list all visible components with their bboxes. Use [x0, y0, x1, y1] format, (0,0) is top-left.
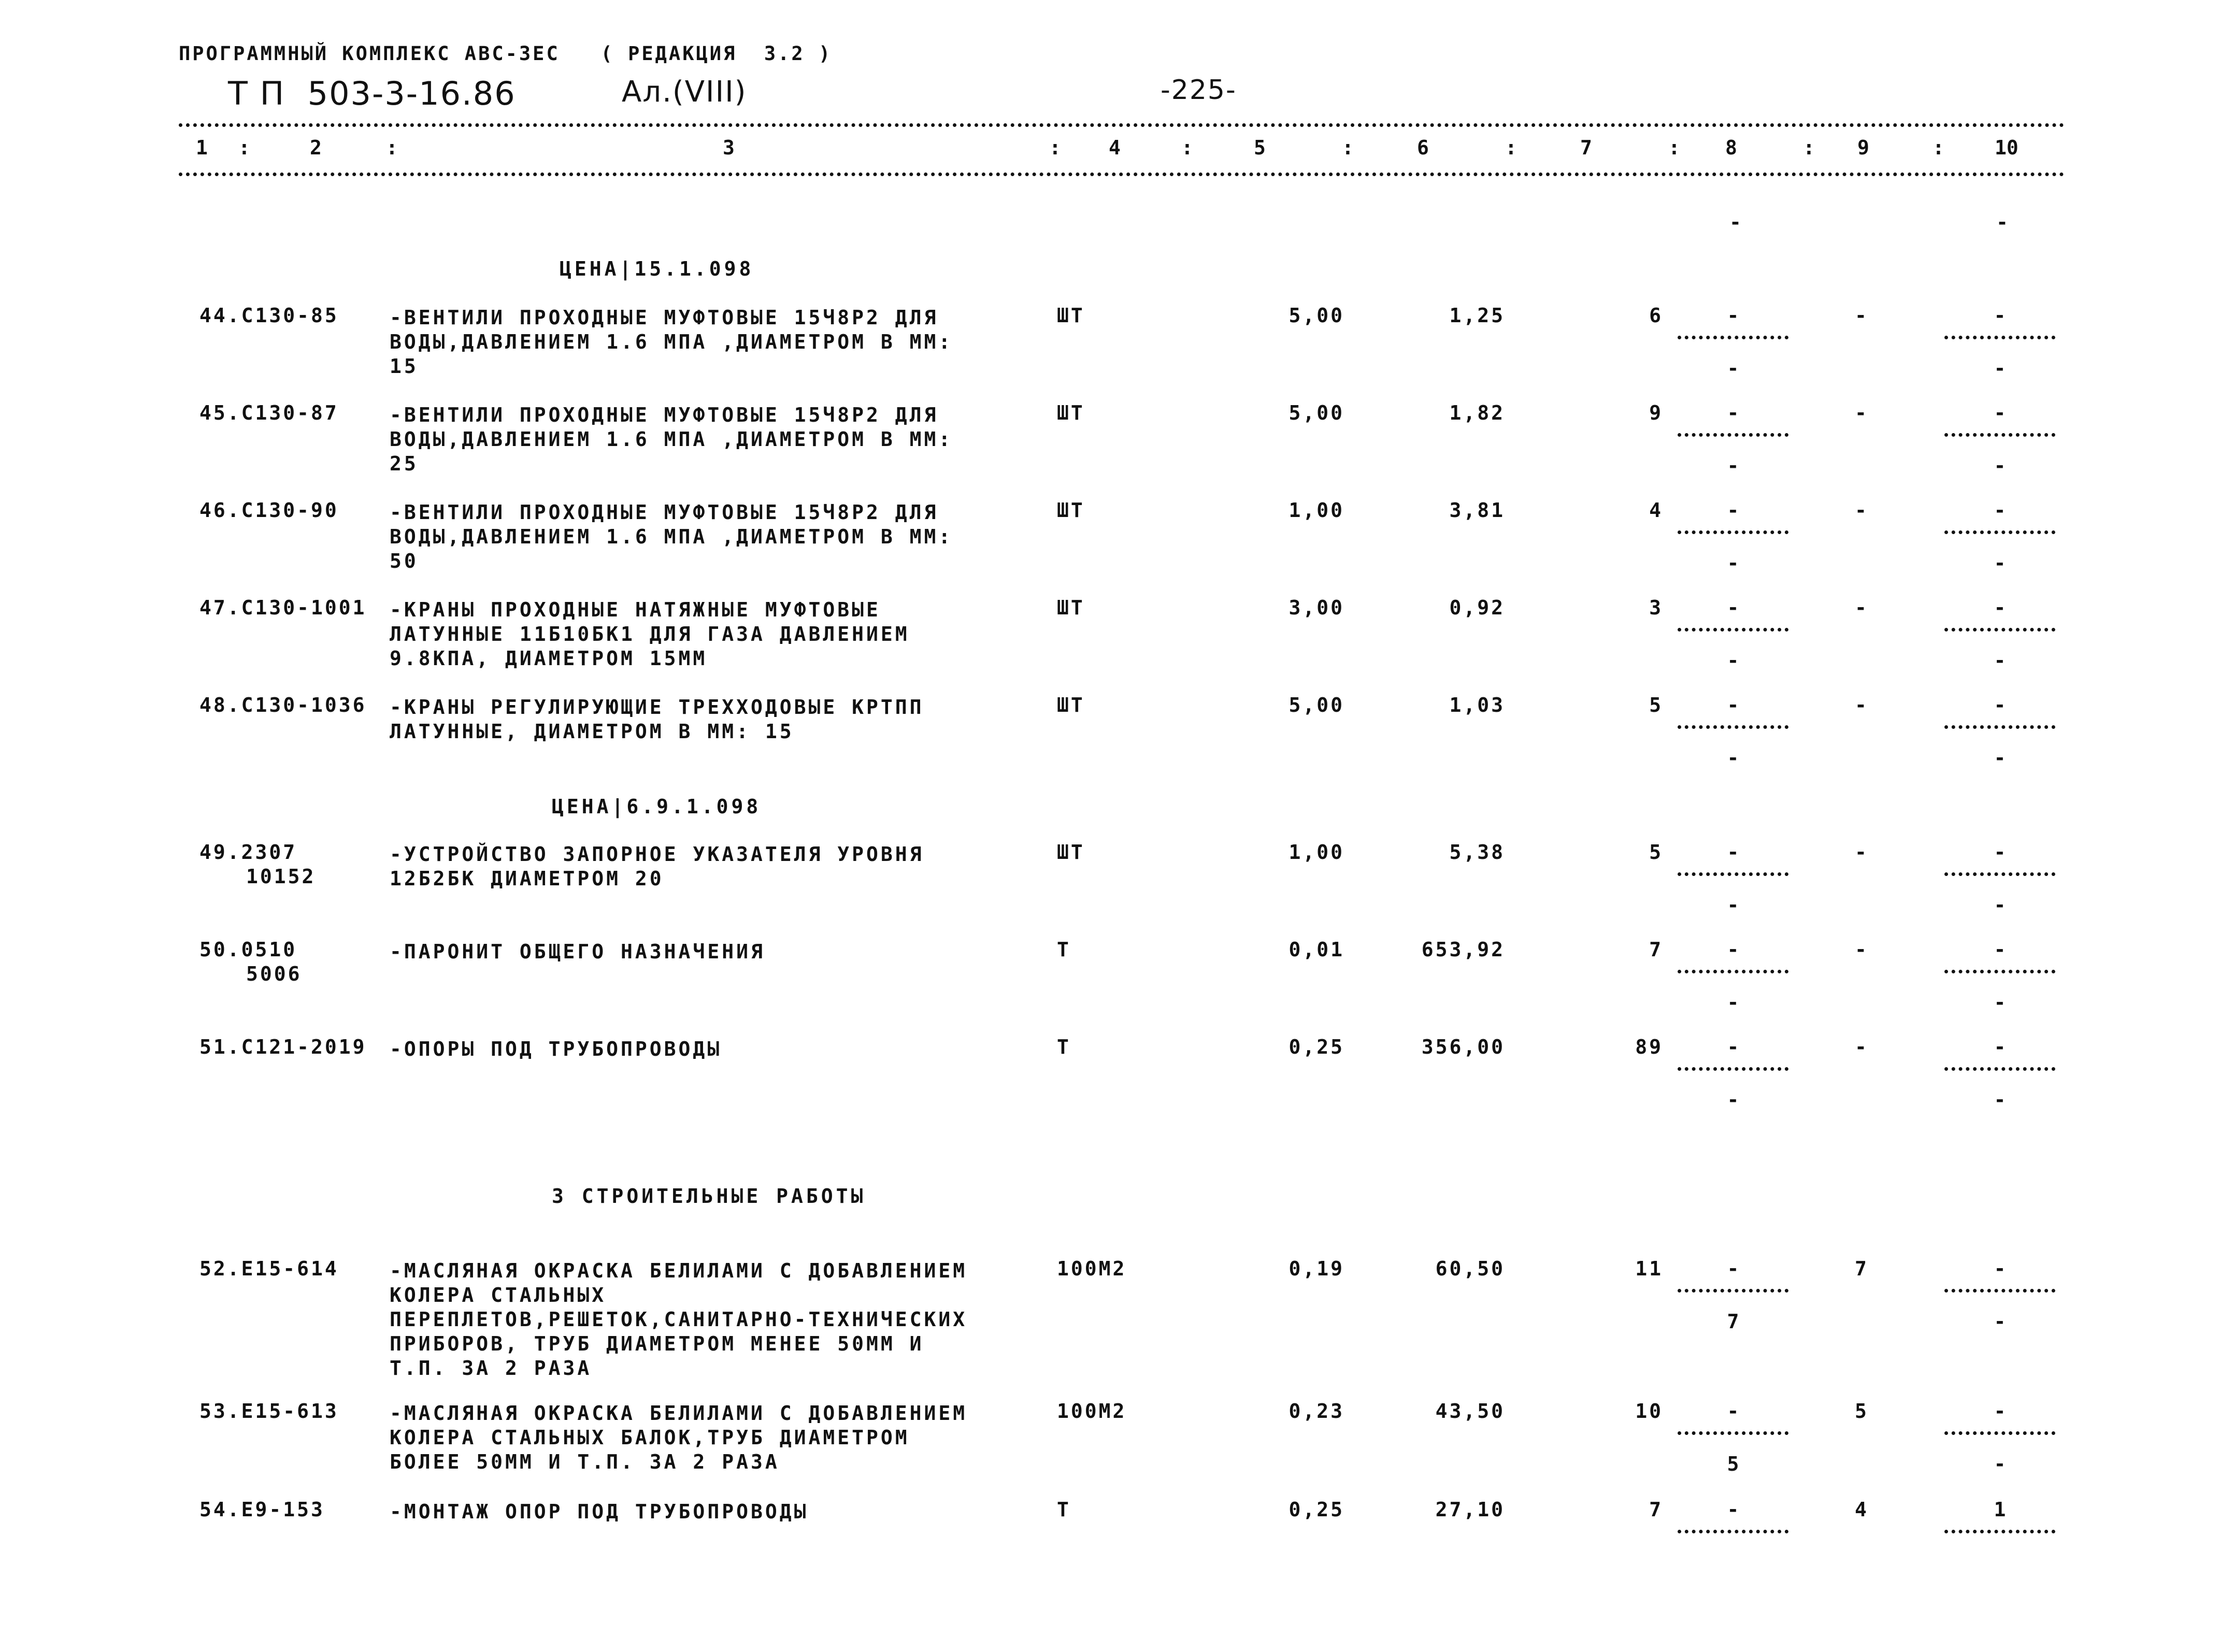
section-price-1: ЦЕНА|15.1.098 [560, 257, 754, 280]
row-col8-fraction-numerator: - [1727, 694, 1739, 716]
row-col8-fraction-bar [1678, 336, 1788, 339]
col-separator: : [1668, 136, 1680, 159]
row-col8-fraction-denominator: 5 [1727, 1453, 1739, 1475]
row-col10-fraction-numerator: - [1994, 841, 2006, 864]
row-code: 54.Е9-153 [199, 1498, 325, 1521]
row-col8-fraction-bar [1678, 872, 1788, 876]
row-col10-fraction-numerator: - [1994, 304, 2006, 327]
row-col7: 3 [1649, 596, 1663, 619]
row-col8-fraction-numerator: - [1727, 596, 1739, 619]
row-col10-fraction [1940, 1259, 2059, 1331]
program-header: ПРОГРАММНЫЙ КОМПЛЕКС АВС-3ЕС ( РЕДАКЦИЯ 3.2 ) [179, 42, 833, 65]
row-col10-fraction [1940, 1401, 2059, 1474]
row-col7: 7 [1649, 938, 1663, 961]
col-1: 1 [196, 136, 208, 159]
row-description: -КРАНЫ РЕГУЛИРУЮЩИЕ ТРЕХХОДОВЫЕ КРТПП ЛАТУННЫЕ, ДИАМЕТРОМ В ММ: 15 [390, 696, 924, 743]
row-quantity: 0,19 [1289, 1257, 1344, 1280]
row-col10-fraction-numerator: - [1994, 938, 2006, 961]
row-quantity: 5,00 [1289, 401, 1344, 424]
row-col10-fraction-bar [1944, 1289, 2055, 1292]
row-col10-fraction-numerator: - [1994, 499, 2006, 522]
row-unit: 100М2 [1057, 1257, 1127, 1280]
row-unit: Т [1057, 938, 1071, 961]
row-description: -ВЕНТИЛИ ПРОХОДНЫЕ МУФТОВЫЕ 15Ч8Р2 ДЛЯ ВОДЫ,ДАВЛЕНИЕМ 1.6 МПА ,ДИАМЕТРОМ В ММ: 50 [390, 501, 953, 572]
row-col10-fraction-numerator: 1 [1994, 1498, 2006, 1521]
row-unit-price: 5,38 [1449, 841, 1505, 864]
row-col10-fraction-denominator: - [1994, 1310, 2006, 1333]
row-col8-fraction-numerator: - [1727, 841, 1739, 864]
row-unit-price: 43,50 [1435, 1400, 1505, 1423]
row-col9: - [1855, 596, 1869, 619]
row-col8-fraction [1673, 500, 1793, 573]
row-col9: - [1855, 304, 1869, 327]
row-col8-fraction [1673, 306, 1793, 378]
col-10: 10 [1995, 136, 2019, 159]
row-unit-price: 1,82 [1449, 401, 1505, 424]
row-col7: 11 [1635, 1257, 1663, 1280]
row-col7: 89 [1635, 1036, 1663, 1058]
row-col7: 4 [1649, 499, 1663, 522]
row-code: 51.С121-2019 [199, 1036, 367, 1058]
row-unit-price: 0,92 [1449, 596, 1505, 619]
row-col10-fraction-bar [1944, 1530, 2055, 1533]
row-col10-fraction-denominator: - [1994, 991, 2006, 1014]
row-col10-fraction-denominator: - [1994, 1088, 2006, 1111]
row-quantity: 1,00 [1289, 499, 1344, 522]
row-quantity: 0,25 [1289, 1498, 1344, 1521]
header-rule-top [179, 123, 2065, 127]
row-col10-fraction [1940, 403, 2059, 476]
row-col10-fraction [1940, 306, 2059, 378]
row-col10-fraction-bar [1944, 872, 2055, 876]
row-code: 46.С130-90 [199, 499, 339, 522]
col-8: 8 [1725, 136, 1737, 159]
row-col8-fraction-bar [1678, 970, 1788, 973]
row-description: -МОНТАЖ ОПОР ПОД ТРУБОПРОВОДЫ [390, 1500, 809, 1523]
top-mark-c8: - [1729, 211, 1743, 234]
row-col8-fraction-numerator: - [1727, 499, 1739, 522]
row-col10-fraction-bar [1944, 433, 2055, 437]
row-col7: 5 [1649, 694, 1663, 716]
row-unit: ШТ [1057, 401, 1085, 424]
row-col8-fraction-numerator: - [1727, 1036, 1739, 1058]
row-code-continuation: 5006 [246, 963, 302, 985]
row-unit: Т [1057, 1036, 1071, 1058]
row-col10-fraction [1940, 842, 2059, 915]
row-col10-fraction-bar [1944, 628, 2055, 631]
col-4: 4 [1109, 136, 1121, 159]
row-col9: - [1855, 694, 1869, 716]
row-unit: Т [1057, 1498, 1071, 1521]
row-description: -МАСЛЯНАЯ ОКРАСКА БЕЛИЛАМИ С ДОБАВЛЕНИЕМ КОЛЕРА СТАЛЬНЫХ ПЕРЕПЛЕТОВ,РЕШЕТОК,САНИТАРНО-ТЕХНИЧЕСКИХ ПРИБОРОВ, ТРУБ ДИАМЕТРОМ МЕНЕЕ 50ММ И Т.П. ЗА 2 РАЗА [390, 1259, 968, 1380]
col-separator: : [1505, 136, 1517, 159]
row-unit: ШТ [1057, 841, 1085, 864]
col-9: 9 [1857, 136, 1869, 159]
col-7: 7 [1580, 136, 1592, 159]
row-col9: - [1855, 1036, 1869, 1058]
row-code: 53.Е15-613 [199, 1400, 339, 1423]
row-col10-fraction [1940, 500, 2059, 573]
row-description: -ВЕНТИЛИ ПРОХОДНЫЕ МУФТОВЫЕ 15Ч8Р2 ДЛЯ ВОДЫ,ДАВЛЕНИЕМ 1.6 МПА ,ДИАМЕТРОМ В ММ: 15 [390, 306, 953, 378]
row-unit-price: 27,10 [1435, 1498, 1505, 1521]
col-3: 3 [723, 136, 735, 159]
row-code: 47.С130-1001 [199, 596, 367, 619]
row-description: -ОПОРЫ ПОД ТРУБОПРОВОДЫ [390, 1038, 722, 1060]
row-code: 49.2307 [199, 841, 297, 864]
row-description: -МАСЛЯНАЯ ОКРАСКА БЕЛИЛАМИ С ДОБАВЛЕНИЕМ КОЛЕРА СТАЛЬНЫХ БАЛОК,ТРУБ ДИАМЕТРОМ БОЛЕЕ 50ММ И Т.П. ЗА 2 РАЗА [390, 1402, 968, 1473]
row-col8-fraction [1673, 598, 1793, 670]
row-col8-fraction [1673, 1037, 1793, 1110]
row-col7: 5 [1649, 841, 1663, 864]
row-col10-fraction-bar [1944, 336, 2055, 339]
row-col8-fraction-denominator: - [1727, 991, 1739, 1014]
row-col8-fraction-denominator: - [1727, 454, 1739, 477]
row-col10-fraction-denominator: - [1994, 746, 2006, 769]
row-unit-price: 3,81 [1449, 499, 1505, 522]
row-col8-fraction-bar [1678, 1431, 1788, 1435]
row-col10-fraction [1940, 940, 2059, 1012]
col-separator: : [1803, 136, 1815, 159]
row-code: 44.С130-85 [199, 304, 339, 327]
row-unit-price: 60,50 [1435, 1257, 1505, 1280]
col-5: 5 [1254, 136, 1266, 159]
col-separator: : [1342, 136, 1354, 159]
col-6: 6 [1417, 136, 1429, 159]
row-col9: - [1855, 499, 1869, 522]
row-col10-fraction-denominator: - [1994, 454, 2006, 477]
row-col10-fraction-denominator: - [1994, 894, 2006, 916]
row-col8-fraction-denominator: 7 [1727, 1310, 1739, 1333]
row-col8-fraction-bar [1678, 1530, 1788, 1533]
row-col10-fraction-numerator: - [1994, 1257, 2006, 1280]
row-col10-fraction-numerator: - [1994, 1036, 2006, 1058]
row-unit: ШТ [1057, 694, 1085, 716]
row-col10-fraction-bar [1944, 1067, 2055, 1071]
album-number: Ал.(VIII) [622, 75, 747, 109]
row-col10-fraction-numerator: - [1994, 596, 2006, 619]
row-col7: 7 [1649, 1498, 1663, 1521]
page-number: -225- [1161, 75, 1237, 106]
section-construction: 3 СТРОИТЕЛЬНЫЕ РАБОТЫ [552, 1185, 866, 1208]
row-col9: 5 [1855, 1400, 1869, 1423]
row-quantity: 3,00 [1289, 596, 1344, 619]
row-col8-fraction-numerator: - [1727, 1400, 1739, 1423]
row-col9: 7 [1855, 1257, 1869, 1280]
row-col8-fraction-bar [1678, 530, 1788, 534]
row-description: -УСТРОЙСТВО ЗАПОРНОЕ УКАЗАТЕЛЯ УРОВНЯ 12Б2БК ДИАМЕТРОМ 20 [390, 843, 924, 890]
col-separator: : [1933, 136, 1944, 159]
row-col10-fraction-numerator: - [1994, 401, 2006, 424]
col-separator: : [1049, 136, 1061, 159]
row-unit: ШТ [1057, 304, 1085, 327]
row-col10-fraction [1940, 598, 2059, 670]
row-col8-fraction-numerator: - [1727, 1257, 1739, 1280]
row-col10-fraction-bar [1944, 970, 2055, 973]
row-code: 50.0510 [199, 938, 297, 961]
row-col10-fraction-bar [1944, 725, 2055, 729]
row-col8-fraction-denominator: - [1727, 649, 1739, 672]
row-quantity: 5,00 [1289, 694, 1344, 716]
row-code: 52.Е15-614 [199, 1257, 339, 1280]
row-col9: - [1855, 938, 1869, 961]
row-description: -ПАРОНИТ ОБЩЕГО НАЗНАЧЕНИЯ [390, 940, 765, 963]
row-col8-fraction-denominator: - [1727, 357, 1739, 380]
row-col8-fraction-bar [1678, 1289, 1788, 1292]
row-col8-fraction-bar [1678, 433, 1788, 437]
row-description: -КРАНЫ ПРОХОДНЫЕ НАТЯЖНЫЕ МУФТОВЫЕ ЛАТУННЫЕ 11Б10БК1 ДЛЯ ГАЗА ДАВЛЕНИЕМ 9.8КПА, ДИАМЕТРОМ 15ММ [390, 598, 910, 670]
row-col10-fraction-denominator: - [1994, 357, 2006, 380]
row-quantity: 5,00 [1289, 304, 1344, 327]
row-col8-fraction-bar [1678, 1067, 1788, 1071]
row-col7: 9 [1649, 401, 1663, 424]
col-separator: : [238, 136, 250, 159]
col-separator: : [1181, 136, 1193, 159]
row-col10-fraction-numerator: - [1994, 694, 2006, 716]
row-code: 48.С130-1036 [199, 694, 367, 716]
row-col8-fraction-denominator: - [1727, 1088, 1739, 1111]
row-unit-price: 1,03 [1449, 694, 1505, 716]
row-description: -ВЕНТИЛИ ПРОХОДНЫЕ МУФТОВЫЕ 15Ч8Р2 ДЛЯ ВОДЫ,ДАВЛЕНИЕМ 1.6 МПА ,ДИАМЕТРОМ В ММ: 25 [390, 404, 953, 475]
section-price-2: ЦЕНА|6.9.1.098 [552, 795, 762, 818]
row-unit-price: 1,25 [1449, 304, 1505, 327]
row-col7: 10 [1635, 1400, 1663, 1423]
row-quantity: 0,01 [1289, 938, 1344, 961]
row-col8-fraction [1673, 695, 1793, 768]
row-col8-fraction-denominator: - [1727, 552, 1739, 574]
header-rule-bottom [179, 173, 2065, 176]
row-col8-fraction-numerator: - [1727, 304, 1739, 327]
row-col10-fraction [1940, 1500, 2059, 1572]
row-col10-fraction-denominator: - [1994, 552, 2006, 574]
row-quantity: 0,25 [1289, 1036, 1344, 1058]
top-mark-c10: - [1996, 211, 2010, 234]
row-col10-fraction [1940, 695, 2059, 768]
row-col8-fraction-bar [1678, 725, 1788, 729]
row-col10-fraction [1940, 1037, 2059, 1110]
row-col8-fraction [1673, 940, 1793, 1012]
doc-code: Т П 503-3-16.86 [228, 75, 516, 112]
row-unit-price: 653,92 [1421, 938, 1505, 961]
row-col10-fraction-denominator: - [1994, 649, 2006, 672]
row-col8-fraction-numerator: - [1727, 401, 1739, 424]
row-col8-fraction [1673, 403, 1793, 476]
row-col8-fraction-numerator: - [1727, 938, 1739, 961]
row-quantity: 1,00 [1289, 841, 1344, 864]
col-separator: : [386, 136, 398, 159]
row-col8-fraction-bar [1678, 628, 1788, 631]
row-col8-fraction [1673, 1500, 1793, 1572]
row-col8-fraction [1673, 1259, 1793, 1331]
row-unit: ШТ [1057, 499, 1085, 522]
row-quantity: 0,23 [1289, 1400, 1344, 1423]
row-col8-fraction-denominator: - [1727, 746, 1739, 769]
row-code: 45.С130-87 [199, 401, 339, 424]
row-col8-fraction-denominator: - [1727, 894, 1739, 916]
row-unit: 100М2 [1057, 1400, 1127, 1423]
row-col8-fraction [1673, 1401, 1793, 1474]
row-col8-fraction [1673, 842, 1793, 915]
row-unit: ШТ [1057, 596, 1085, 619]
row-code-continuation: 10152 [246, 865, 316, 888]
col-2: 2 [310, 136, 322, 159]
row-col7: 6 [1649, 304, 1663, 327]
row-col10-fraction-bar [1944, 530, 2055, 534]
row-col9: - [1855, 841, 1869, 864]
row-col8-fraction-numerator: - [1727, 1498, 1739, 1521]
row-col10-fraction-bar [1944, 1431, 2055, 1435]
row-col9: - [1855, 401, 1869, 424]
row-col10-fraction-denominator: - [1994, 1453, 2006, 1475]
row-col9: 4 [1855, 1498, 1869, 1521]
row-unit-price: 356,00 [1421, 1036, 1505, 1058]
row-col10-fraction-numerator: - [1994, 1400, 2006, 1423]
